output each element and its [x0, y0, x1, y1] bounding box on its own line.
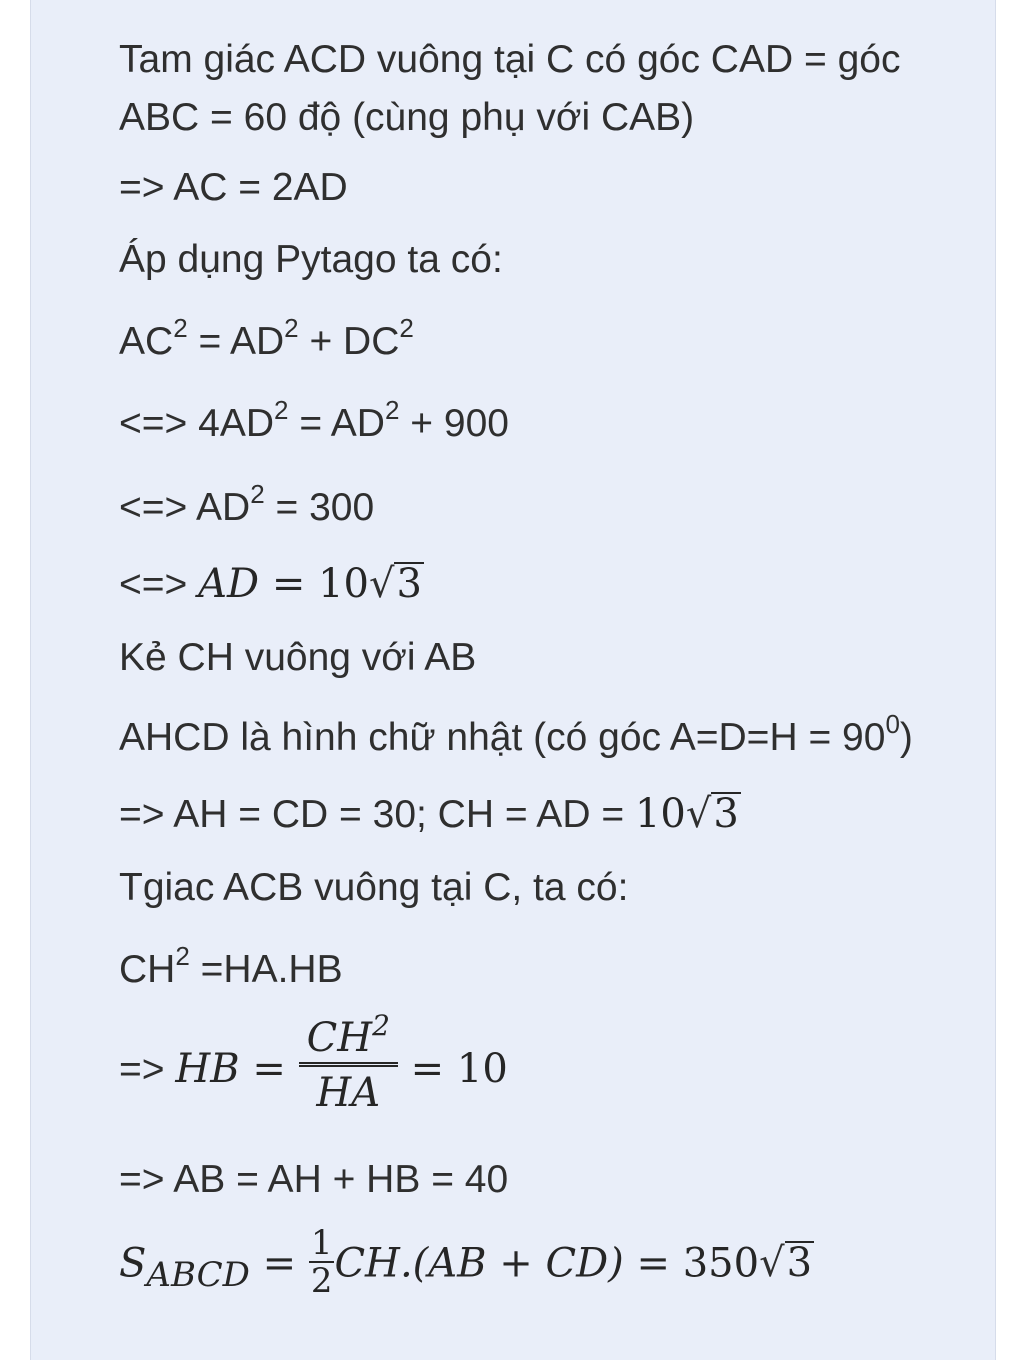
- eq-part: <=> 4AD: [119, 402, 275, 445]
- math-var: HB: [175, 1045, 240, 1092]
- math-result: = 10: [397, 1045, 508, 1092]
- math-var: AD: [198, 561, 260, 607]
- fraction-denominator: HA: [299, 1062, 398, 1113]
- eq-part: AHCD là hình chữ nhật (có góc A=D=H = 90: [119, 716, 886, 759]
- exponent: 2: [175, 941, 190, 971]
- fraction-numerator: 1: [310, 1223, 333, 1263]
- eq-part: =>: [119, 1047, 176, 1091]
- eq-part: CH: [119, 948, 176, 991]
- math-subscript: ABCD: [146, 1255, 250, 1296]
- text-line: Tgiac ACB vuông tại C, ta có:: [119, 866, 629, 909]
- exponent: 2: [250, 479, 265, 509]
- fraction-denominator: 2: [310, 1261, 333, 1301]
- eq-part: + DC: [298, 320, 400, 363]
- sqrt: √3: [368, 561, 422, 607]
- equation-line: [119, 1223, 814, 1302]
- text-line: [119, 709, 913, 759]
- eq-part: AC: [119, 320, 174, 363]
- eq-part: ): [899, 716, 913, 759]
- math-result: = 350: [623, 1240, 760, 1287]
- text-line: => AB = AH + HB = 40: [119, 1158, 509, 1201]
- equation-line: [119, 792, 741, 835]
- text-line: ABC = 60 độ (cùng phụ với CAB): [119, 96, 695, 139]
- eq-part: =HA.HB: [189, 948, 343, 991]
- eq-part: => AH = CD = 30; CH = AD =: [119, 793, 635, 836]
- exponent: 2: [173, 313, 188, 343]
- math-eq: =: [249, 1240, 309, 1287]
- eq-part: <=> AD: [119, 486, 251, 529]
- text-line: Kẻ CH vuông với AB: [119, 636, 477, 679]
- eq-part: <=>: [119, 563, 199, 606]
- math-expr: CH.(AB + CD): [334, 1240, 624, 1287]
- eq-part: = 300: [264, 486, 375, 529]
- sqrt: √3: [685, 791, 739, 837]
- answer-card: [30, 0, 996, 1360]
- exponent: 2: [274, 395, 289, 425]
- fraction: [299, 1009, 398, 1116]
- equation-line: [119, 562, 424, 605]
- sqrt-arg: 3: [786, 1240, 813, 1287]
- equation-line: [119, 479, 375, 529]
- equation-line: [119, 313, 414, 363]
- eq-part: = AD: [187, 320, 285, 363]
- eq-part: + 900: [399, 402, 509, 445]
- sqrt: √3: [759, 1240, 813, 1287]
- fraction-numerator: $CH^2$: [306, 1009, 390, 1061]
- math-eq: = 10: [259, 561, 369, 607]
- math-num: 10: [634, 791, 686, 837]
- text-line: Áp dụng Pytago ta có:: [119, 238, 503, 281]
- exponent: 2: [284, 313, 299, 343]
- equation-line: [119, 1009, 508, 1119]
- sqrt-arg: 3: [396, 561, 422, 607]
- text-line: => AC = 2AD: [119, 166, 348, 209]
- exponent: 2: [384, 395, 400, 425]
- math-eq: =: [239, 1045, 299, 1092]
- eq-part: = AD: [288, 402, 385, 445]
- fraction: [309, 1223, 335, 1301]
- math-var: S: [119, 1240, 147, 1287]
- equation-line: [119, 941, 343, 991]
- sqrt-arg: 3: [713, 791, 739, 837]
- text-line: Tam giác ACD vuông tại C có góc CAD = góc: [119, 38, 901, 81]
- exponent: 0: [885, 709, 900, 739]
- equation-line: [119, 395, 509, 445]
- exponent: 2: [399, 313, 414, 343]
